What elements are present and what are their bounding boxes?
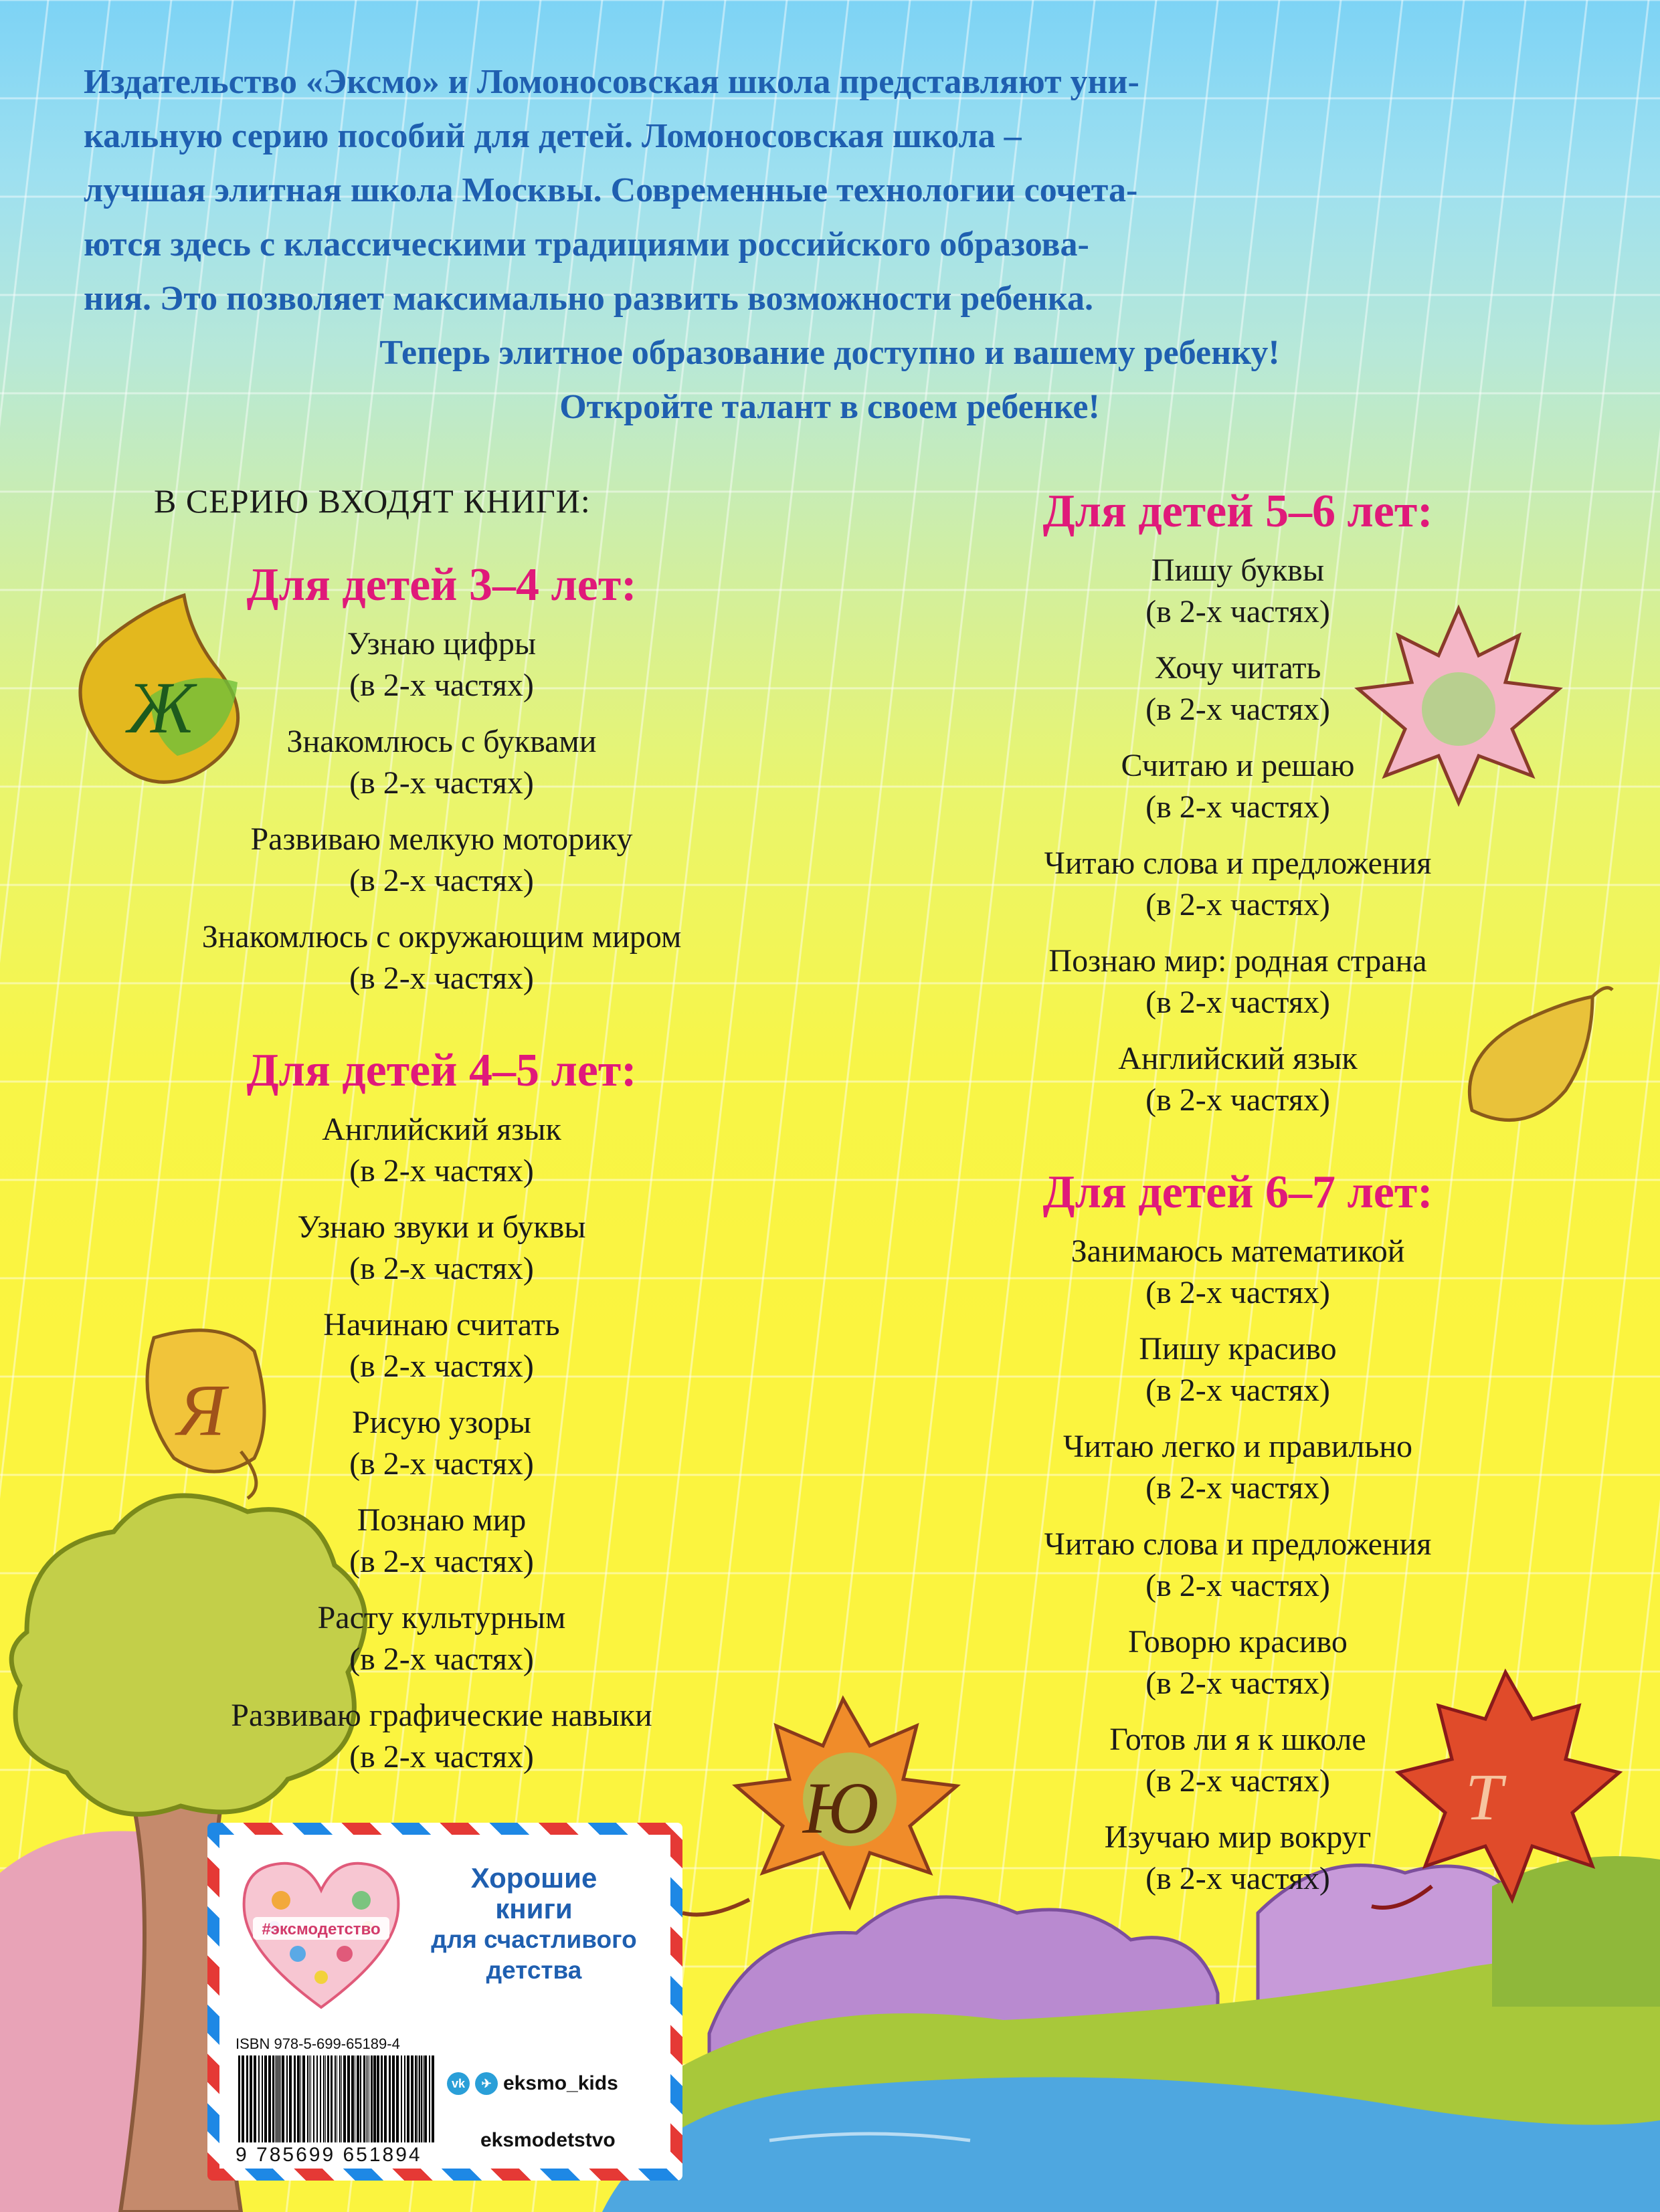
intro-line: ются здесь с классическими традициями российского образова- — [84, 225, 1089, 264]
barcode-bar — [246, 2055, 248, 2142]
book-item — [910, 1426, 1566, 1509]
book-item — [94, 1402, 790, 1485]
leaf-letter: Т — [1465, 1760, 1503, 1834]
book-item — [910, 940, 1566, 1023]
barcode-bar — [297, 2055, 300, 2142]
book-title: Хочу читать — [1154, 650, 1321, 686]
book-title: Занимаюсь математикой — [1071, 1233, 1405, 1269]
book-item — [94, 1500, 790, 1583]
book-title: Пишу буквы — [1151, 552, 1325, 588]
book-item — [94, 1109, 790, 1192]
barcode-bar — [310, 2055, 311, 2142]
tagline-line: для счастливого — [431, 1926, 637, 1953]
barcode-bar — [320, 2055, 321, 2142]
barcode-bar — [331, 2055, 333, 2142]
barcode-number: 9 785699 651894 — [236, 2144, 422, 2166]
tagline-line: книги — [495, 1893, 573, 1924]
barcode-bar — [389, 2055, 391, 2142]
barcode-bar — [250, 2055, 252, 2142]
barcode-bar — [366, 2055, 367, 2142]
barcode-bar — [323, 2055, 325, 2142]
site-text: eksmodetstvo — [480, 2129, 616, 2151]
barcode-bar — [335, 2055, 336, 2142]
book-item — [94, 1597, 790, 1680]
barcode-bar — [316, 2055, 318, 2142]
barcode-bar — [258, 2055, 260, 2142]
book-parts: (в 2-х частях) — [349, 1544, 534, 1579]
book-parts: (в 2-х частях) — [1145, 1373, 1330, 1408]
leaf-letter: Ж — [127, 667, 195, 748]
column-right — [910, 482, 1566, 1914]
hashtag-text: #эксмодетство — [262, 1920, 381, 1938]
book-title: Читаю слова и предложения — [1044, 1526, 1432, 1562]
book-item — [94, 819, 790, 902]
book-item — [910, 1524, 1566, 1607]
book-title: Считаю и решаю — [1121, 748, 1355, 783]
book-parts: (в 2-х частях) — [1145, 887, 1330, 922]
barcode-bar — [347, 2055, 350, 2142]
book-parts: (в 2-х частях) — [349, 1153, 534, 1189]
vk-icon: vk — [447, 2072, 470, 2095]
book-parts: (в 2-х частях) — [1145, 1470, 1330, 1506]
barcode-bar — [363, 2055, 365, 2142]
leaf-letter: Я — [177, 1369, 226, 1451]
group-heading: Для детей 3–4 лет: — [246, 559, 637, 611]
barcode-bar — [377, 2055, 379, 2142]
barcode-bar — [357, 2055, 359, 2142]
barcode-bar — [396, 2055, 399, 2142]
book-parts: (в 2-х частях) — [1145, 692, 1330, 727]
book-parts: (в 2-х частях) — [349, 961, 534, 996]
barcode-bar — [424, 2055, 427, 2142]
barcode-bar — [407, 2055, 409, 2142]
book-parts: (в 2-х частях) — [349, 863, 534, 898]
heart-logo — [234, 1853, 408, 2014]
book-title: Развиваю мелкую моторику — [250, 821, 633, 857]
tagline-line: детства — [486, 1956, 582, 1984]
barcode-bar — [289, 2055, 292, 2142]
barcode-bar — [313, 2055, 314, 2142]
book-parts: (в 2-х частях) — [349, 765, 534, 801]
barcode-bar — [262, 2055, 263, 2142]
barcode-bar — [278, 2055, 280, 2142]
book-title: Читаю слова и предложения — [1044, 845, 1432, 881]
barcode-bar — [419, 2055, 420, 2142]
book-title: Начинаю считать — [323, 1307, 560, 1342]
barcode-bar — [351, 2055, 354, 2142]
book-title: Узнаю звуки и буквы — [297, 1209, 586, 1245]
barcode-bar — [286, 2055, 288, 2142]
barcode-bar — [373, 2055, 376, 2142]
barcode-bar — [367, 2055, 368, 2142]
barcode-bar — [282, 2055, 284, 2142]
barcode-bar — [276, 2055, 278, 2142]
social-handle — [447, 2072, 618, 2095]
book-parts: (в 2-х частях) — [1145, 789, 1330, 825]
book-item — [910, 1621, 1566, 1704]
book-parts: (в 2-х частях) — [1145, 1666, 1330, 1701]
intro-line: Теперь элитное образование доступно и вашему ребенку! — [379, 334, 1280, 372]
book-item — [910, 843, 1566, 926]
barcode-bar — [327, 2055, 329, 2142]
book-title: Английский язык — [1118, 1041, 1358, 1076]
leaf-letter: Ю — [803, 1767, 879, 1849]
book-item — [910, 1817, 1566, 1900]
barcode-bar — [300, 2055, 301, 2142]
tagline-line: Хорошие — [470, 1862, 597, 1894]
book-parts: (в 2-х частях) — [1145, 594, 1330, 629]
barcode-bar — [264, 2055, 267, 2142]
barcode-bar — [421, 2055, 422, 2142]
barcode-bar — [339, 2055, 341, 2142]
book-parts: (в 2-х частях) — [349, 1348, 534, 1384]
barcode-bar — [280, 2055, 281, 2142]
book-parts: (в 2-х частях) — [1145, 1763, 1330, 1799]
book-item — [94, 721, 790, 804]
book-item — [910, 1231, 1566, 1314]
barcode-bar — [381, 2055, 383, 2142]
column-left — [94, 555, 790, 1793]
intro-line: Издательство «Эксмо» и Ломоносовская школа представляют уни- — [84, 63, 1139, 101]
book-item — [910, 1719, 1566, 1802]
book-parts: (в 2-х частях) — [1145, 1275, 1330, 1310]
book-item — [910, 1038, 1566, 1121]
barcode-bar — [325, 2055, 326, 2142]
book-title: Рисую узоры — [352, 1405, 531, 1440]
book-title: Готов ли я к школе — [1109, 1722, 1366, 1757]
book-parts: (в 2-х частях) — [349, 1641, 534, 1677]
book-title: Развиваю графические навыки — [231, 1698, 652, 1733]
book-title: Расту культурным — [317, 1600, 566, 1635]
intro-line: лучшая элитная школа Москвы. Современные технологии сочета- — [84, 171, 1138, 209]
barcode-bar — [384, 2055, 387, 2142]
book-parts: (в 2-х частях) — [349, 1251, 534, 1286]
book-item — [94, 623, 790, 706]
book-item — [94, 1304, 790, 1387]
book-title: Познаю мир: родная страна — [1048, 943, 1427, 979]
book-item — [910, 647, 1566, 730]
isbn-text: ISBN 978-5-699-65189-4 — [236, 2035, 400, 2052]
barcode-bar — [302, 2055, 305, 2142]
barcode-bar — [275, 2055, 276, 2142]
barcode-bar — [307, 2055, 308, 2142]
barcode-bar — [242, 2055, 244, 2142]
book-parts: (в 2-х частях) — [1145, 1082, 1330, 1118]
book-parts: (в 2-х частях) — [1145, 1861, 1330, 1896]
series-label: В СЕРИЮ ВХОДЯТ КНИГИ: — [154, 482, 591, 520]
social-handle-text: eksmo_kids — [503, 2072, 618, 2094]
intro-line: кальную серию пособий для детей. Ломоносовская школа – — [84, 117, 1022, 155]
book-item — [94, 1207, 790, 1290]
intro-line: Откройте талант в своем ребенке! — [559, 388, 1100, 426]
intro-line: ния. Это позволяет максимально развить возможности ребенка. — [84, 280, 1093, 318]
telegram-icon: ✈ — [475, 2072, 498, 2095]
book-title: Знакомлюсь с окружающим миром — [201, 919, 682, 954]
tagline — [413, 1863, 654, 1986]
book-parts: (в 2-х частях) — [349, 1446, 534, 1482]
barcode-bar — [294, 2055, 296, 2142]
book-parts: (в 2-х частях) — [349, 668, 534, 703]
barcode-bar — [341, 2055, 342, 2142]
barcode-bar — [309, 2055, 310, 2142]
book-title: Познаю мир — [357, 1502, 527, 1538]
barcode-bar — [392, 2055, 395, 2142]
barcode-bar — [401, 2055, 402, 2142]
group-heading: Для детей 5–6 лет: — [1042, 486, 1433, 537]
barcode-bar — [272, 2055, 274, 2142]
book-parts: (в 2-х частях) — [1145, 1568, 1330, 1603]
barcode-bar — [268, 2055, 271, 2142]
book-item — [94, 916, 790, 999]
barcode-bar — [343, 2055, 346, 2142]
barcode-bar — [238, 2055, 240, 2142]
book-item — [94, 1695, 790, 1778]
book-title: Пишу красиво — [1139, 1331, 1337, 1367]
book-title: Читаю легко и правильно — [1063, 1429, 1412, 1464]
group-heading: Для детей 4–5 лет: — [246, 1045, 637, 1096]
barcode-bar — [360, 2055, 361, 2142]
book-title: Говорю красиво — [1128, 1624, 1348, 1660]
book-parts: (в 2-х частях) — [349, 1739, 534, 1775]
barcode-bar — [423, 2055, 424, 2142]
barcode-bar — [429, 2055, 430, 2142]
book-parts: (в 2-х частях) — [1145, 985, 1330, 1020]
barcode-bar — [432, 2055, 434, 2142]
barcode-bar — [254, 2055, 256, 2142]
book-title: Узнаю цифры — [347, 626, 537, 662]
barcode-bar — [411, 2055, 413, 2142]
publisher-badge — [207, 1823, 682, 2181]
barcode-bar — [415, 2055, 417, 2142]
barcode-bar — [404, 2055, 405, 2142]
book-item — [910, 550, 1566, 633]
book-item — [910, 1328, 1566, 1411]
barcode-bar — [371, 2055, 373, 2142]
group-heading: Для детей 6–7 лет: — [1042, 1167, 1433, 1218]
barcode — [236, 2055, 436, 2149]
book-title: Знакомлюсь с буквами — [286, 724, 597, 759]
book-item — [910, 745, 1566, 828]
book-title: Изучаю мир вокруг — [1104, 1819, 1372, 1855]
book-title: Английский язык — [322, 1112, 561, 1147]
